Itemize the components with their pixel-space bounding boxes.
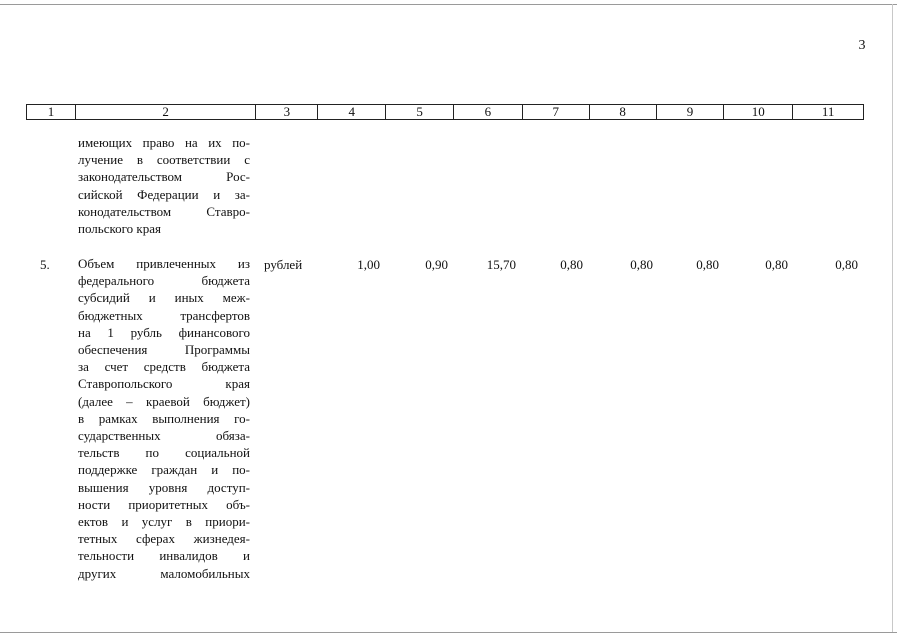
continuation-cell-text xyxy=(78,134,250,237)
header-col-3: 3 xyxy=(256,105,318,119)
header-col-9: 9 xyxy=(657,105,725,119)
text-line: польского края xyxy=(78,221,161,237)
header-col-6: 6 xyxy=(454,105,523,119)
text-line: конодательством Ставро- xyxy=(78,203,250,219)
row-5-value-col-5: 0,90 xyxy=(425,257,448,272)
text-line: Ставропольского края xyxy=(78,376,250,392)
row-5-description xyxy=(78,255,250,582)
text-line: (далее – краевой бюджет) xyxy=(78,393,250,409)
text-line: Объем привлеченных из xyxy=(78,256,250,271)
table-header-row xyxy=(26,104,864,120)
scan-border-top xyxy=(0,4,897,5)
text-line: поддержке граждан и по- xyxy=(78,462,250,478)
text-line: вышения уровня доступ- xyxy=(78,479,250,495)
row-5-value-col-7: 0,80 xyxy=(560,257,583,272)
row-5-value-col-9: 0,80 xyxy=(696,257,719,272)
row-5-value-col-6: 15,70 xyxy=(486,257,516,272)
header-col-2: 2 xyxy=(76,105,257,119)
row-5-value-col-11: 0,80 xyxy=(835,257,858,272)
row-5-unit: рублей xyxy=(264,257,303,272)
text-line: ектов и услуг в приори- xyxy=(78,514,250,530)
scan-border-bottom xyxy=(0,632,897,633)
text-line: ности приоритетных объ- xyxy=(78,496,250,512)
page-number: 3 xyxy=(858,38,866,53)
text-line: других маломобильных xyxy=(78,565,250,581)
text-line: имеющих право на их по- xyxy=(78,135,250,150)
header-col-10: 10 xyxy=(724,105,793,119)
row-5-value-col-8: 0,80 xyxy=(630,257,653,272)
text-line: законодательством Рос- xyxy=(78,169,250,185)
text-line: субсидий и иных меж- xyxy=(78,290,250,306)
header-col-7: 7 xyxy=(523,105,590,119)
text-line: в рамках выполнения го- xyxy=(78,410,250,426)
text-line: обеспечения Программы xyxy=(78,342,250,358)
text-line: за счет средств бюджета xyxy=(78,359,250,375)
text-line: сийской Федерации и за- xyxy=(78,186,250,202)
row-5-number: 5. xyxy=(40,257,50,272)
text-line: тетных сферах жизнедея- xyxy=(78,531,250,547)
header-col-11: 11 xyxy=(821,104,835,119)
text-line: тельности инвалидов и xyxy=(78,548,250,564)
text-line: федерального бюджета xyxy=(78,273,250,289)
header-col-8: 8 xyxy=(590,105,657,119)
row-5-value-col-4: 1,00 xyxy=(357,257,380,272)
scan-border-right xyxy=(892,4,893,632)
text-line: лучение в соответствии с xyxy=(78,152,250,168)
header-col-5: 5 xyxy=(386,105,454,119)
row-5-value-col-10: 0,80 xyxy=(765,257,788,272)
text-line: тельств по социальной xyxy=(78,445,250,461)
header-col-1: 1 xyxy=(27,105,76,119)
header-col-4: 4 xyxy=(318,105,386,119)
text-line: на 1 рубль финансового xyxy=(78,324,250,340)
text-line: сударственных обяза- xyxy=(78,428,250,444)
text-line: бюджетных трансфертов xyxy=(78,307,250,323)
